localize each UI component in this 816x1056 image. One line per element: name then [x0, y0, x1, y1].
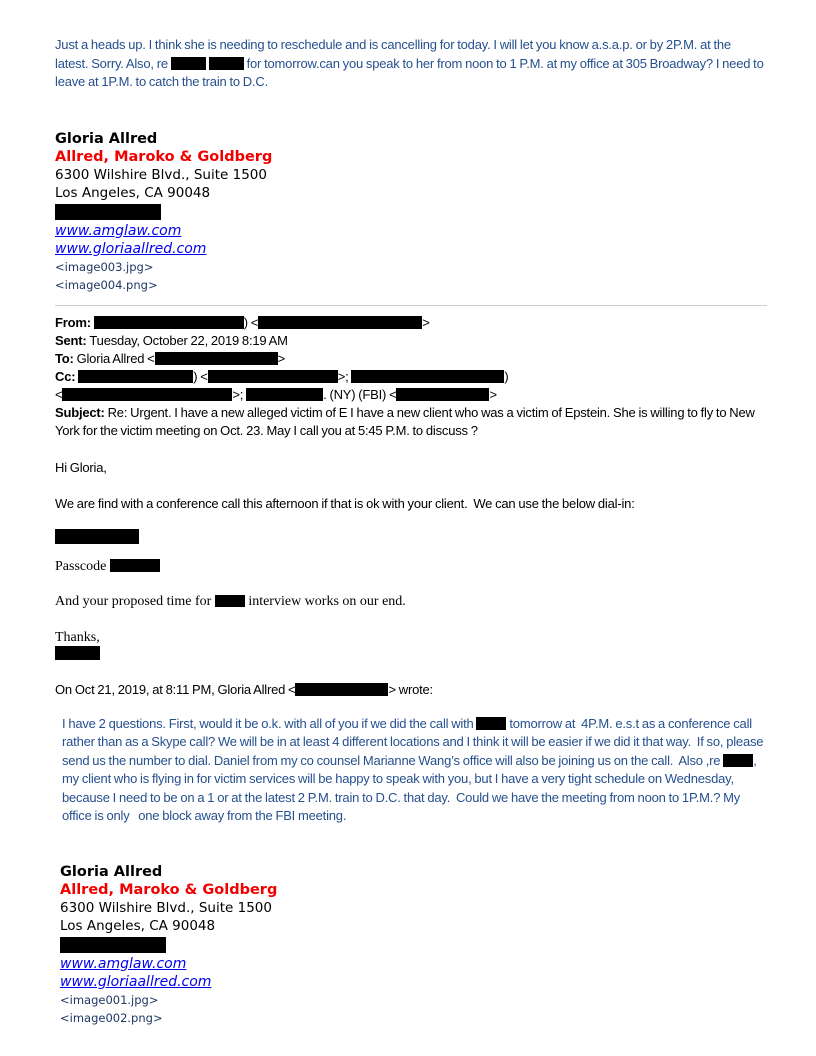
gloriaallred-link[interactable]: www.gloriaallred.com	[60, 973, 212, 990]
amglaw-link[interactable]: www.amglaw.com	[55, 222, 182, 239]
redaction-bar	[209, 57, 244, 70]
redaction-bar	[476, 717, 506, 730]
header-cc-line-2: < >; . (NY) (FBI) < >	[55, 386, 497, 402]
signature-address-line1: 6300 Wilshire Blvd., Suite 1500	[60, 899, 272, 916]
sender-name-redaction	[55, 646, 767, 662]
signature-link-gloriaallred	[60, 973, 767, 991]
header-label: Subject:	[55, 404, 108, 420]
redaction-bar	[62, 388, 232, 401]
redaction-bar	[723, 754, 753, 767]
quoted-message-paragraph: I have 2 questions. First, would it be o.k. with all of you if we did the call with tomorrow at 4P.M. e.s.t as a conference call rather than as a Skype call? We will be in at least 4 different locations and I think it will be easier if we did it that way. If so, please send us the number to dial. Daniel from my co counsel Marianne Wang’s office will also be joining us on the call. Also ,re , my client who is flying in for victim services will be happy to speak with you, but I have a very tight schedule on Wednesday, because I need to be on a 1 or at the latest 2 P.M. train to D.C. that day. Could we have the meeting from noon to 1P.M.? My office is only one block away from the FBI meeting.	[62, 715, 767, 823]
signature-name: Gloria Allred	[60, 863, 163, 880]
signature-address-line2: Los Angeles, CA 90048	[60, 917, 216, 934]
header-subject-line: Subject: Re: Urgent. I have a new alleged victim of E I have a new client who was a victim of Epstein. She is willing to fly to New York for the victim meeting on Oct. 23. May I call you at 5:45 P.M. to discuss ?	[55, 404, 758, 438]
signature-block-bottom	[60, 863, 767, 1027]
dialin-number-redaction	[55, 529, 767, 545]
redaction-bar	[55, 529, 139, 544]
redaction-bar	[78, 370, 193, 383]
signature-block-top	[55, 130, 767, 294]
redaction-bar	[55, 646, 100, 660]
redaction-bar	[60, 937, 166, 953]
proposed-time-line: And your proposed time for interview works on our end.	[55, 593, 406, 609]
redaction-bar	[396, 388, 489, 401]
redaction-bar	[215, 595, 245, 607]
redaction-bar	[110, 559, 160, 572]
signature-link-gloriaallred	[55, 240, 767, 258]
signature-address-line2: Los Angeles, CA 90048	[55, 184, 211, 201]
intro-paragraph: Just a heads up. I think she is needing to reschedule and is cancelling for today. I will let you know a.s.a.p. or by 2P.M. at the latest. Sorry. Also, re for tomorrow.can you speak to her from noon to 1 P.M. at my office at 305 Broadway? I need to leave at 1P.M. to catch the train to D.C.	[55, 37, 767, 89]
redaction-bar	[295, 683, 388, 696]
attachment-placeholder-image004: <image004.png>	[55, 277, 158, 292]
thanks-line: Thanks,	[55, 629, 100, 645]
header-cc-line-1: Cc: ) < >; )	[55, 368, 509, 384]
header-to-line: To: Gloria Allred < >	[55, 350, 285, 366]
signature-phone-redaction	[55, 204, 767, 221]
redaction-bar	[258, 316, 422, 329]
redaction-bar	[208, 370, 338, 383]
gloriaallred-link[interactable]: www.gloriaallred.com	[55, 240, 207, 257]
signature-link-amglaw	[60, 955, 767, 973]
header-label: Cc:	[55, 368, 79, 384]
signature-name: Gloria Allred	[55, 130, 158, 147]
header-label: To:	[55, 350, 77, 366]
signature-firm: Allred, Maroko & Goldberg	[55, 148, 273, 165]
divider-line	[55, 305, 767, 306]
signature-firm: Allred, Maroko & Goldberg	[60, 881, 278, 898]
signature-address-line1: 6300 Wilshire Blvd., Suite 1500	[55, 166, 267, 183]
passcode-line: Passcode	[55, 558, 767, 575]
redaction-bar	[171, 57, 206, 70]
attachment-placeholder-image001: <image001.jpg>	[60, 992, 159, 1007]
header-sent-line: Sent: Tuesday, October 22, 2019 8:19 AM	[55, 332, 288, 348]
wrote-attribution-line: On Oct 21, 2019, at 8:11 PM, Gloria Allred < > wrote:	[55, 681, 433, 697]
redaction-bar	[94, 316, 244, 329]
amglaw-link[interactable]: www.amglaw.com	[60, 955, 187, 972]
header-from-line: From: ) < >	[55, 314, 430, 330]
attachment-placeholder-image003: <image003.jpg>	[55, 259, 154, 274]
signature-phone-redaction	[60, 937, 767, 954]
redaction-bar	[351, 370, 504, 383]
redaction-bar	[55, 204, 161, 220]
attachment-placeholder-image002: <image002.png>	[60, 1010, 163, 1025]
redaction-bar	[246, 388, 323, 401]
message-headers	[55, 314, 767, 440]
redaction-bar	[155, 352, 278, 365]
header-label: Sent:	[55, 332, 90, 348]
greeting-line: Hi Gloria,	[55, 459, 107, 475]
conference-call-line: We are find with a conference call this afternoon if that is ok with your client. We can use the below dial-in:	[55, 495, 635, 511]
signature-link-amglaw	[55, 222, 767, 240]
header-label: From:	[55, 314, 94, 330]
